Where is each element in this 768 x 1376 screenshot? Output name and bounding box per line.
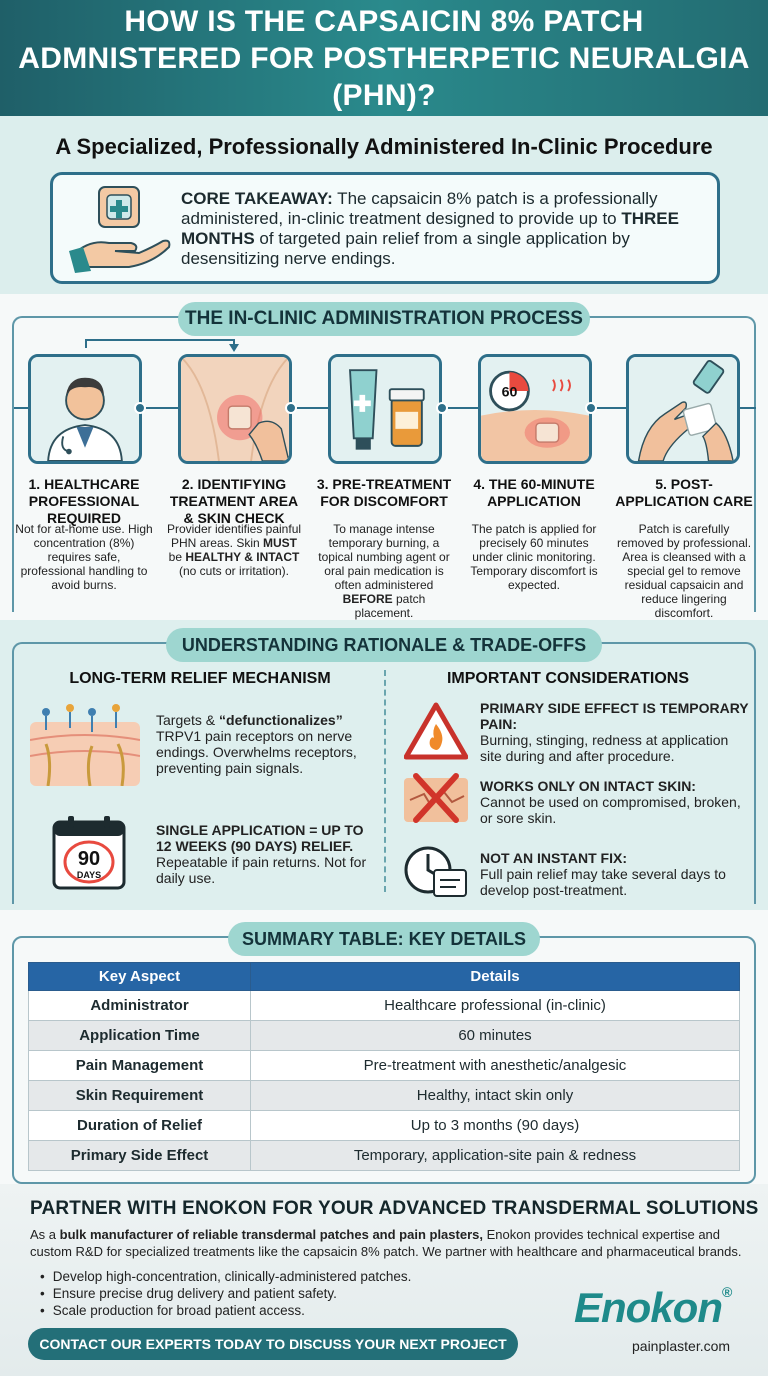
svg-text:DAYS: DAYS: [76, 870, 102, 880]
step-3-card: [328, 354, 442, 464]
partner-heading: PARTNER WITH ENOKON FOR YOUR ADVANCED TRANSDERMAL SOLUTIONS: [30, 1198, 759, 1219]
summary-heading: SUMMARY TABLE: KEY DETAILS: [228, 922, 540, 956]
table-row: [29, 991, 740, 1021]
medication-icon: [331, 357, 439, 461]
step-2-title: 2. IDENTIFYING TREATMENT AREA & SKIN CHECK: [169, 476, 299, 526]
table-cell-key: Pain Management: [29, 1051, 251, 1081]
enokon-logo: Enokon®: [574, 1284, 732, 1331]
intro-section: [0, 116, 768, 294]
doctor-icon: [31, 357, 139, 461]
warning-fire-icon: [404, 702, 468, 760]
mechanism-text: Targets & “defunctionalizes” TRPV1 pain receptors on nerve endings. Overwhelms receptors, preventing pain signals.: [156, 712, 357, 776]
table-header-row: [29, 963, 740, 991]
summary-table: [28, 962, 740, 1171]
table-cell-key: Administrator: [29, 991, 251, 1021]
header-banner: [0, 0, 768, 116]
broken-skin-icon: [404, 770, 468, 826]
table-cell-key: Duration of Relief: [29, 1111, 251, 1141]
timer-value: 60: [501, 384, 518, 401]
table-cell-value: Healthy, intact skin only: [251, 1081, 740, 1111]
intro-subtitle: A Specialized, Professionally Administered In-Clinic Procedure: [55, 134, 713, 159]
table-cell-key: Primary Side Effect: [29, 1141, 251, 1171]
table-row: [29, 1021, 740, 1051]
partner-section: [0, 1184, 768, 1376]
consideration-2: WORKS ONLY ON INTACT SKIN: Cannot be used on compromised, broken, or sore skin.: [480, 778, 741, 826]
clock-icon: [404, 840, 468, 900]
table-cell-key: Skin Requirement: [29, 1081, 251, 1111]
process-heading: THE IN-CLINIC ADMINISTRATION PROCESS: [178, 302, 590, 336]
table-cell-value: 60 minutes: [251, 1021, 740, 1051]
process-section: [0, 294, 768, 620]
column-header: Details: [251, 963, 740, 991]
step-1-desc: Not for at-home use. High concentration (8%) requires safe, professional handling to avoid burns.: [15, 522, 153, 592]
timer-patch-icon: [481, 357, 589, 461]
table-row: [29, 1141, 740, 1171]
step-1-card: [28, 354, 142, 464]
step-2-desc: Provider identifies painful PHN areas. Skin MUST be HEALTHY & INTACT (no cuts or irritation).: [166, 522, 302, 578]
step-3-connector-dot: [436, 402, 448, 414]
partner-intro: As a bulk manufacturer of reliable transdermal patches and pain plasters, Enokon provides technical expertise and custom R&D for specialized treatments like the capsaicin 8% patch. We partner with healthcare and pharmaceutical brands.: [30, 1227, 742, 1259]
step-1-title: 1. HEALTHCARE PROFESSIONAL REQUIRED: [28, 476, 140, 526]
step-4-connector-dot: [585, 402, 597, 414]
step-2-connector-dot: [285, 402, 297, 414]
mechanism-title: LONG-TERM RELIEF MECHANISM: [69, 670, 331, 687]
table-cell-value: Healthcare professional (in-clinic): [251, 991, 740, 1021]
table-row: [29, 1081, 740, 1111]
partner-bullets: [40, 1268, 411, 1319]
step-5-title: 5. POST-APPLICATION CARE: [615, 476, 753, 509]
summary-section: [0, 910, 768, 1184]
contact-experts-button[interactable]: CONTACT OUR EXPERTS TODAY TO DISCUSS YOUR NEXT PROJECT: [28, 1328, 518, 1360]
rationale-section: [0, 620, 768, 910]
website-link[interactable]: painplaster.com: [632, 1338, 731, 1354]
nerve-receptor-icon: [30, 700, 140, 786]
svg-text:90: 90: [77, 848, 101, 870]
list-item: • Scale production for broad patient access.: [40, 1302, 411, 1319]
core-takeaway-box: [50, 172, 720, 284]
column-header: Key Aspect: [29, 963, 251, 991]
rationale-divider: [384, 670, 386, 892]
step-3-title: 3. PRE-TREATMENT FOR DISCOMFORT: [316, 476, 452, 509]
table-row: [29, 1111, 740, 1141]
step-1-connector-dot: [134, 402, 146, 414]
consideration-1: PRIMARY SIDE EFFECT IS TEMPORARY PAIN: Burning, stinging, redness at application site during and after procedure.: [480, 700, 749, 764]
table-cell-value: Pre-treatment with anesthetic/analgesic: [251, 1051, 740, 1081]
skin-check-icon: [181, 357, 289, 461]
step-4-desc: The patch is applied for precisely 60 minutes under clinic monitoring. Temporary discomfort is expected.: [470, 522, 598, 592]
rationale-heading: UNDERSTANDING RATIONALE & TRADE-OFFS: [166, 628, 602, 662]
step-5-desc: Patch is carefully removed by professional. Area is cleansed with a special gel to remove residual capsaicin and reduce lingering discomfort.: [616, 522, 752, 620]
list-item: • Ensure precise drug delivery and patient safety.: [40, 1285, 411, 1302]
calendar-90-days-icon: [52, 816, 126, 890]
step-2-card: [178, 354, 292, 464]
step-4-card: [478, 354, 592, 464]
table-row: [29, 1051, 740, 1081]
step-3-desc: To manage intense temporary burning, a topical numbing agent or oral pain medication is often administered BEFORE patch placement.: [318, 522, 450, 620]
single-application-text: SINGLE APPLICATION = UP TO 12 WEEKS (90 DAYS) RELIEF. Repeatable if pain returns. Not for daily use.: [156, 822, 367, 886]
step-4-title: 4. THE 60-MINUTE APPLICATION: [473, 476, 595, 509]
table-cell-key: Application Time: [29, 1021, 251, 1051]
step-5-card: [626, 354, 740, 464]
page-title: HOW IS THE CAPSAICIN 8% PATCH ADMNISTERED FOR POSTHERPETIC NEURALGIA (PHN)?: [18, 4, 750, 112]
table-cell-value: Up to 3 months (90 days): [251, 1111, 740, 1141]
consideration-3: NOT AN INSTANT FIX: Full pain relief may take several days to develop post-treatment.: [480, 850, 726, 898]
table-cell-value: Temporary, application-site pain & redness: [251, 1141, 740, 1171]
list-item: • Develop high-concentration, clinically-administered patches.: [40, 1268, 411, 1285]
takeaway-text: CORE TAKEAWAY: The capsaicin 8% patch is a professionally administered, in-clinic treatment designed to provide up to THREE MONTHS of targeted pain relief from a single application by desensitizing nerve endings.: [181, 189, 679, 268]
cleansing-icon: [629, 357, 737, 461]
considerations-title: IMPORTANT CONSIDERATIONS: [446, 670, 690, 687]
